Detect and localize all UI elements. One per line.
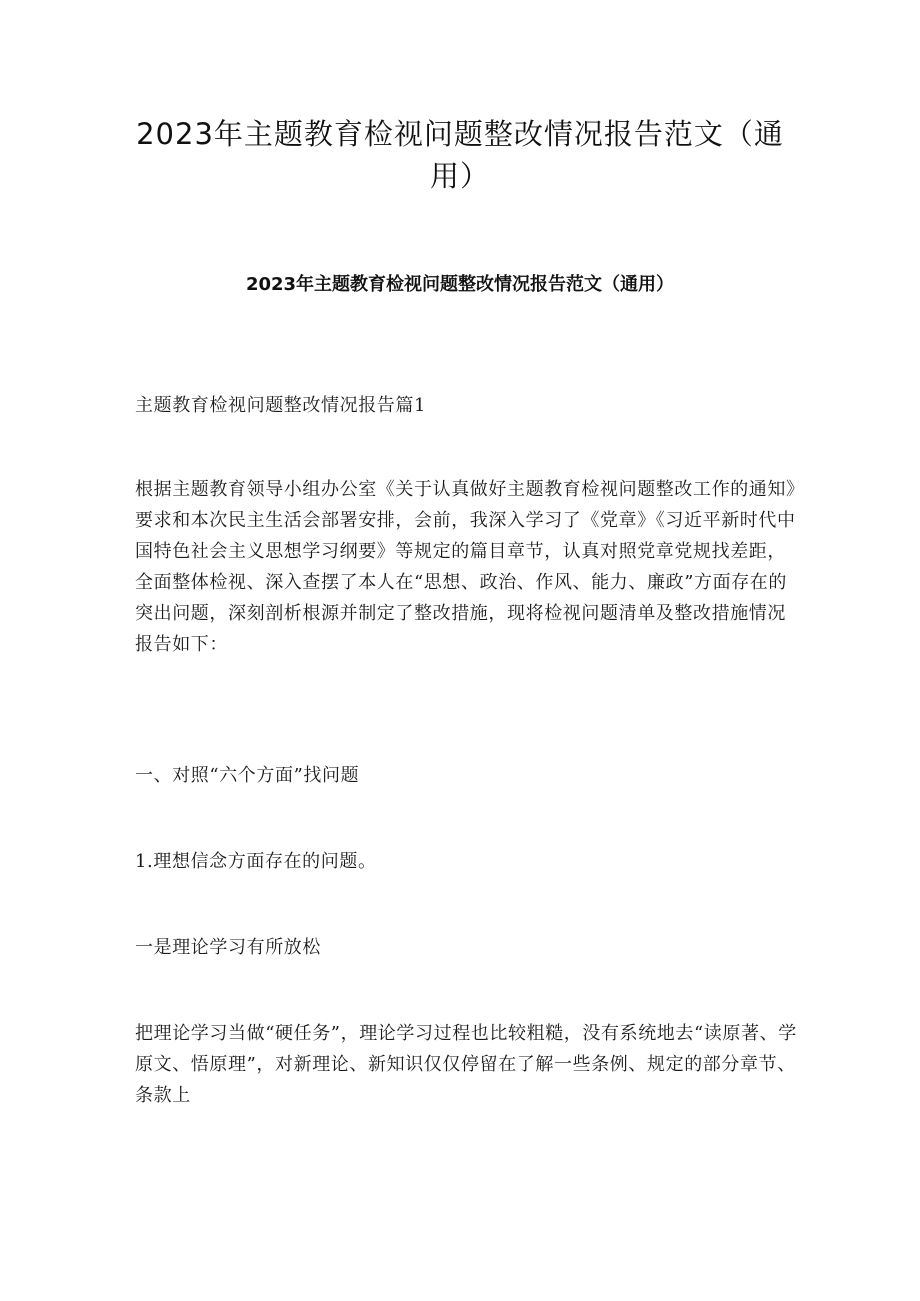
section-heading: 主题教育检视问题整改情况报告篇1 [135,395,427,416]
point-one-body: 把理论学习当做“硬任务”，理论学习过程也比较粗糙，没有系统地去“读原著、学原文、悟原理”，对新理论、新知识仅仅停留在了解一些条例、规定的部分章节、条款上 [135,1023,797,1106]
document-subtitle: 2023年主题教育检视问题整改情况报告范文（通用） [245,274,675,295]
section-one-heading: 一、对照“六个方面”找问题 [135,765,360,786]
item-one-heading: 1.理想信念方面存在的问题。 [135,851,377,872]
point-one-heading: 一是理论学习有所放松 [135,937,321,958]
intro-paragraph: 根据主题教育领导小组办公室《关于认真做好主题教育检视问题整改工作的通知》要求和本次民主生活会部署安排，会前，我深入学习了《党章》《习近平新时代中国特色社会主义思想学习纲要》等规定的篇目章节，认真对照党章党规找差距，全面整体检视、深入查摆了本人在“思想、政治、作风、能力、廉政”方面存在的突出问题，深刻剖析根源并制定了整改措施，现将检视问题清单及整改措施情况报告如下： [135,479,796,655]
document-title: 2023年主题教育检视问题整改情况报告范文（通用） [136,117,784,193]
